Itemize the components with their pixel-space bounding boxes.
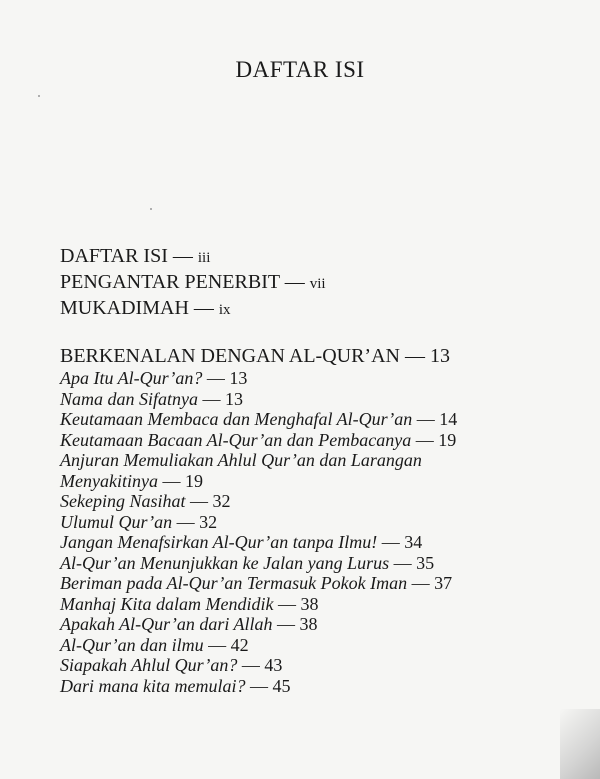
toc-entry[interactable] (60, 655, 580, 676)
toc-entry-page: 32 (212, 491, 231, 511)
toc-item-dash: — (245, 675, 273, 696)
toc-entry-label: Siapakah Ahlul Qur’an? (60, 655, 238, 675)
toc-entry[interactable] (60, 676, 580, 697)
toc-entry[interactable] (60, 409, 580, 430)
toc-item-page: iii (197, 250, 211, 266)
toc-item-page: vii (309, 276, 326, 292)
toc-entry-page: 13 (225, 388, 243, 409)
toc-entry-label: Dari mana kita memulai? (60, 675, 246, 696)
toc-entry-label: Al-Qur’an dan ilmu (60, 634, 204, 655)
toc-item-dash: — (272, 614, 300, 634)
toc-item-dash: — (411, 429, 439, 450)
scan-speck (38, 95, 40, 97)
toc-item-dash: — (167, 245, 198, 267)
toc-chapter-heading[interactable] (60, 344, 580, 368)
toc-entry[interactable] (60, 512, 580, 533)
toc-item-dash: — (172, 511, 200, 532)
toc-entry[interactable] (60, 430, 580, 451)
toc-item-dash: — (399, 345, 430, 367)
toc-item-dash: — (157, 470, 185, 491)
toc-entry-label: Jangan Menafsirkan Al-Qur’an tanpa Ilmu! (60, 532, 378, 552)
toc-entry[interactable] (60, 635, 580, 656)
toc-entry[interactable] (60, 491, 580, 512)
scan-speck (150, 208, 152, 210)
toc-item-dash: — (407, 573, 435, 593)
toc-entry-label: Keutamaan Bacaan Al-Qur’an dan Pembacanya (60, 429, 412, 450)
toc-entry-label: Sekeping Nasihat (60, 491, 186, 511)
table-of-contents (60, 244, 580, 696)
toc-entry-label: Keutamaan Membaca dan Menghafal Al-Qur’an (60, 409, 413, 429)
toc-entry-page: 43 (264, 655, 283, 675)
toc-entry-page: 38 (299, 614, 318, 634)
toc-item-label: MUKADIMAH (60, 297, 189, 319)
toc-front-item-mukadimah[interactable] (60, 296, 580, 322)
toc-item-dash: — (273, 593, 301, 614)
toc-entry[interactable] (60, 450, 490, 491)
toc-entry-page: 19 (438, 429, 457, 450)
toc-chapter-label: BERKENALAN DENGAN AL-QUR’AN (60, 345, 400, 367)
toc-item-label: DAFTAR ISI (60, 245, 168, 267)
toc-entry[interactable] (60, 532, 580, 553)
toc-item-dash: — (279, 271, 310, 293)
toc-entry[interactable] (60, 553, 580, 574)
toc-entry-label: Ulumul Qur’an (60, 511, 173, 532)
toc-item-dash: — (237, 655, 265, 675)
toc-item-label: PENGANTAR PENERBIT (60, 271, 280, 293)
toc-entry-label: Al-Qur’an Menunjukkan ke Jalan yang Lurus (60, 552, 390, 573)
toc-entry[interactable] (60, 614, 580, 635)
scan-edge-shadow (560, 709, 600, 779)
toc-chapter-page: 13 (429, 345, 450, 367)
toc-item-dash: — (389, 552, 417, 573)
toc-entry-page: 42 (230, 634, 249, 655)
toc-item-dash: — (202, 368, 230, 388)
toc-item-dash: — (203, 634, 231, 655)
toc-entry[interactable] (60, 573, 580, 594)
toc-entry-label: Nama dan Sifatnya (60, 388, 198, 409)
toc-entry[interactable] (60, 389, 580, 410)
toc-entry-page: 13 (229, 368, 248, 388)
toc-front-item-daftar-isi[interactable] (60, 244, 580, 270)
toc-entry-page: 34 (404, 532, 423, 552)
toc-entry-page: 35 (416, 552, 435, 573)
toc-entry-label: Beriman pada Al-Qur’an Termasuk Pokok Iman (60, 573, 408, 593)
toc-item-dash: — (377, 532, 405, 552)
page-title: DAFTAR ISI (235, 57, 365, 82)
toc-entry-label: Apa Itu Al-Qur’an? (60, 368, 203, 388)
toc-entry-label: Apakah Al-Qur’an dari Allah (60, 614, 273, 634)
toc-entry[interactable] (60, 594, 580, 615)
toc-entry[interactable] (60, 368, 580, 389)
toc-entry-page: 38 (300, 593, 319, 614)
toc-entry-page: 45 (272, 675, 291, 696)
toc-item-page: ix (218, 302, 231, 318)
toc-item-dash: — (412, 409, 440, 429)
toc-entry-label: Anjuran Memuliakan Ahlul Qur’an dan Larangan Menyakitinya (60, 450, 422, 491)
toc-entry-page: 14 (439, 409, 458, 429)
toc-item-dash: — (185, 491, 213, 511)
toc-entry-page: 19 (184, 470, 203, 491)
toc-entry-label: Manhaj Kita dalam Mendidik (60, 593, 274, 614)
toc-item-dash: — (198, 388, 225, 409)
toc-entry-page: 32 (199, 511, 218, 532)
toc-front-item-pengantar-penerbit[interactable] (60, 270, 580, 296)
toc-item-dash: — (188, 297, 219, 319)
toc-entry-page: 37 (434, 573, 453, 593)
